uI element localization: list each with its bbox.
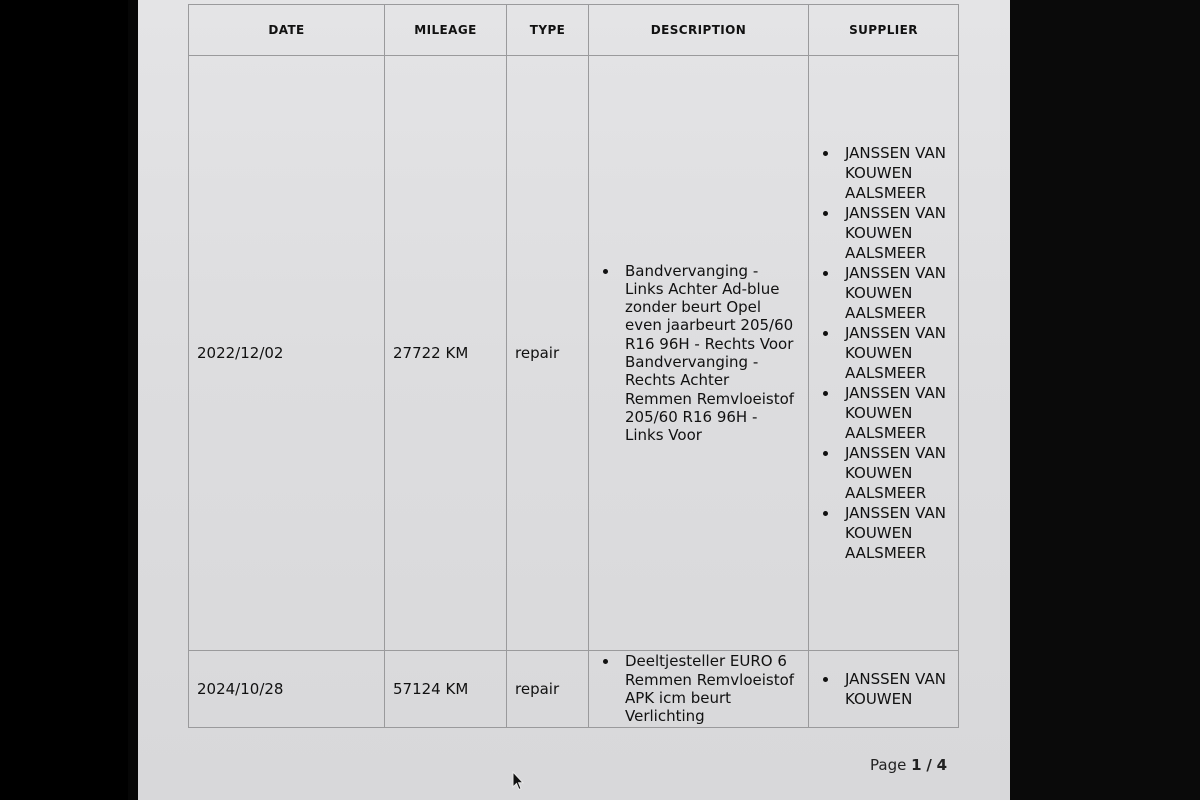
header-type: TYPE [507, 5, 589, 56]
cell-description [589, 56, 809, 651]
supplier-list [817, 669, 950, 709]
supplier-item: • JANSSEN VAN KOUWEN AALSMEER [839, 203, 950, 263]
cell-mileage: 57124 KM [385, 651, 507, 728]
cell-mileage: 27722 KM [385, 56, 507, 651]
cell-date: 2022/12/02 [189, 56, 385, 651]
header-date: DATE [189, 5, 385, 56]
supplier-item: • JANSSEN VAN KOUWEN [839, 669, 950, 709]
supplier-item: • JANSSEN VAN KOUWEN AALSMEER [839, 503, 950, 563]
cell-type: repair [507, 56, 589, 651]
table-row [189, 56, 959, 651]
cell-description [589, 651, 809, 728]
description-item: • Bandvervanging - Links Achter Ad-blue zonder beurt Opel even jaarbeurt 205/60 R16 96H - Rechts Voor Bandvervanging - Rechts Achter Remmen Remvloeistof 205/60 R16 96H - Links Voor [619, 262, 800, 445]
document-page [138, 0, 1010, 800]
table-row [189, 651, 959, 728]
table-header-row [189, 5, 959, 56]
description-list [597, 262, 800, 445]
header-mileage: MILEAGE [385, 5, 507, 56]
cell-supplier [809, 56, 959, 651]
page-label: Page [870, 756, 907, 774]
service-history-table [188, 4, 959, 728]
cell-date: 2024/10/28 [189, 651, 385, 728]
left-bezel [0, 0, 128, 800]
header-supplier: SUPPLIER [809, 5, 959, 56]
right-bezel [1010, 0, 1200, 800]
header-description: DESCRIPTION [589, 5, 809, 56]
supplier-list [817, 143, 950, 563]
description-item: • Deeltjesteller EURO 6 Remmen Remvloeistof APK icm beurt Verlichting [619, 652, 800, 725]
total-page-number: 4 [936, 756, 948, 774]
supplier-item: • JANSSEN VAN KOUWEN AALSMEER [839, 143, 950, 203]
cell-supplier [809, 651, 959, 728]
page-separator: / [926, 756, 932, 774]
cell-type: repair [507, 651, 589, 728]
mouse-pointer-icon [512, 771, 524, 791]
page-indicator [870, 756, 947, 774]
supplier-item: • JANSSEN VAN KOUWEN AALSMEER [839, 443, 950, 503]
supplier-item: • JANSSEN VAN KOUWEN AALSMEER [839, 263, 950, 323]
supplier-item: • JANSSEN VAN KOUWEN AALSMEER [839, 383, 950, 443]
current-page-number: 1 [911, 756, 922, 774]
supplier-item: • JANSSEN VAN KOUWEN AALSMEER [839, 323, 950, 383]
description-list [597, 652, 800, 725]
